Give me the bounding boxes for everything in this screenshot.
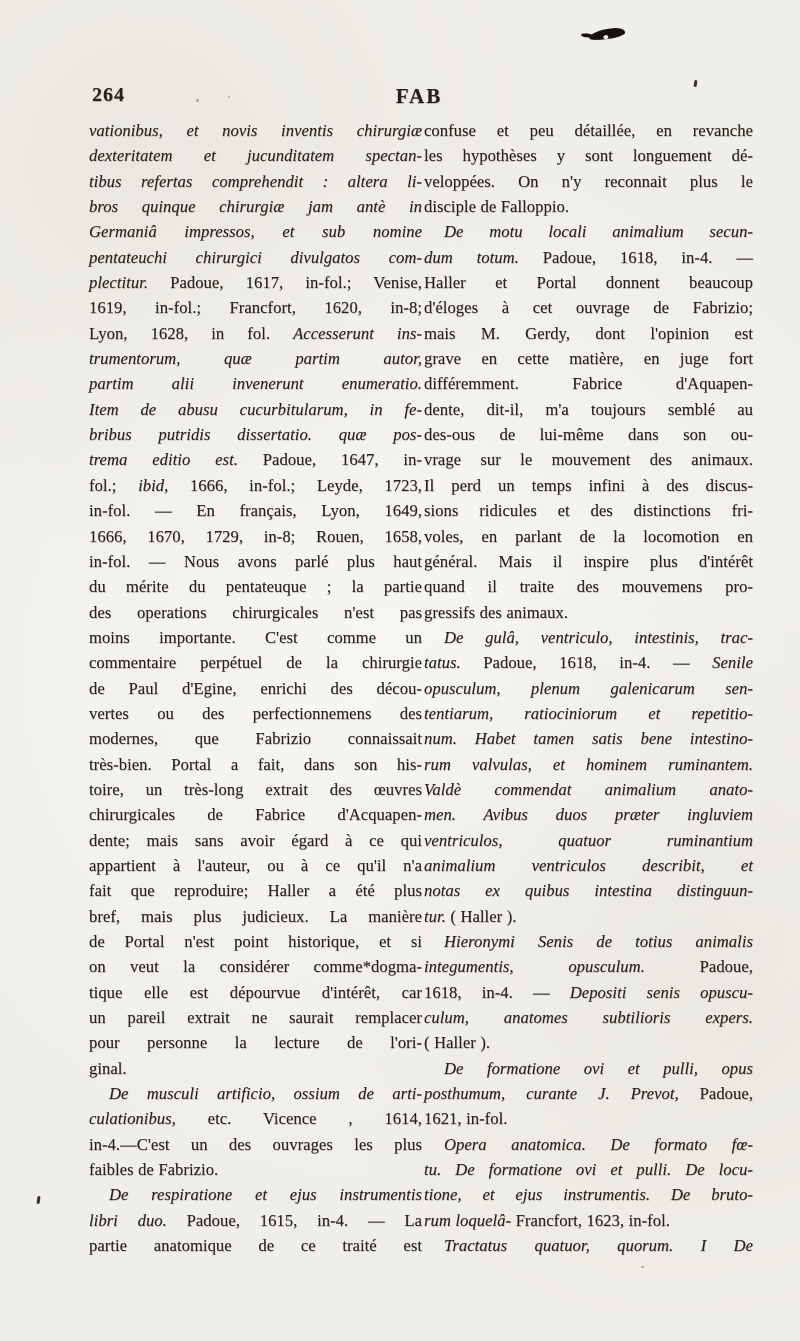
text-line: [89, 929, 422, 954]
latin-title-text: bribus putridis dissertatio. quæ pos-: [89, 425, 422, 445]
latin-title-text: De respiratione et ejus instrumentis: [109, 1185, 422, 1205]
latin-title-text: dexteritatem et jucunditatem spectan-: [89, 146, 422, 166]
text-line: [89, 574, 422, 599]
latin-title-text: Item de abusu cucurbitularum, in fe-: [89, 399, 422, 419]
body-text: dente, dit-il, m'a toujours semblé au: [424, 399, 753, 419]
text-line: [89, 625, 422, 650]
body-text: dente; mais sans avoir égard à ce qui: [89, 830, 422, 850]
text-line: [424, 118, 753, 143]
latin-title-text: vationibus, et novis inventis chirurgiæ: [89, 121, 422, 140]
text-line: [89, 371, 422, 396]
latin-title-text: tentiarum, ratiociniorum et repetitio-: [424, 703, 753, 723]
text-line: [424, 473, 753, 498]
text-line: [89, 1005, 422, 1030]
body-text: des operations chirurgicales n'est pas: [89, 602, 422, 622]
text-line: [424, 143, 753, 168]
latin-title-text: tatus.: [424, 653, 461, 673]
text-line: [424, 701, 753, 726]
body-text: Padoue, 1618, in-4. —: [460, 653, 713, 673]
text-line: [89, 1030, 422, 1055]
body-text: faibles de Fabrizio.: [89, 1160, 219, 1180]
latin-title-text: tibus refertas comprehendit : altera li-: [89, 171, 422, 191]
latin-title-text: tione, et ejus instrumentis. De bruto-: [424, 1185, 753, 1205]
text-line: [424, 676, 753, 701]
latin-title-text: tu. De formatione ovi et pulli. De locu-: [424, 1160, 753, 1180]
text-line: [89, 1056, 422, 1081]
latin-title-text: De motu locali animalium secun-: [444, 222, 753, 242]
body-text: in-fol. — Nous avons parlé plus haut: [89, 551, 422, 571]
text-line: [424, 1182, 753, 1207]
text-line: [89, 802, 422, 827]
body-text: moins importante. C'est comme un: [89, 627, 422, 647]
text-line: [89, 828, 422, 853]
text-line: [424, 1106, 753, 1131]
body-text: vertes ou des perfectionnemens des: [89, 703, 422, 723]
latin-title-text: Germaniâ impressos, et sub nomine: [89, 222, 422, 242]
text-line: [424, 904, 753, 929]
text-line: [89, 219, 422, 244]
body-text: sions ridicules et des distinctions fri-: [424, 501, 753, 521]
body-text: confuse et peu détaillée, en revanche: [424, 121, 753, 140]
text-line: [89, 422, 422, 447]
body-text: gressifs des animaux.: [424, 602, 569, 622]
body-text: 1619, in-fol.; Francfort, 1620, in-8;: [89, 298, 422, 318]
latin-title-text: integumentis, opusculum.: [424, 957, 645, 977]
text-line: [424, 1208, 753, 1233]
latin-title-text: num. Habet tamen satis bene intestino-: [424, 729, 753, 749]
body-text: modernes, que Fabrizio connaissait: [89, 729, 422, 749]
body-text: tique elle est dépourvue d'intérêt, car: [89, 982, 422, 1002]
text-line: [89, 600, 422, 625]
text-line: [89, 954, 422, 979]
text-line: [89, 1208, 422, 1233]
text-line: [424, 295, 753, 320]
text-line: [89, 270, 422, 295]
text-line: [424, 1005, 753, 1030]
text-line: [424, 371, 753, 396]
latin-title-text: Hieronymi Senis de totius animalis: [444, 932, 753, 951]
text-line: [89, 980, 422, 1005]
body-text: fait que reproduire; Haller a été plus: [89, 881, 422, 901]
latin-title-text: Depositi senis opuscu-: [569, 982, 753, 1002]
body-text: de Paul d'Egine, enrichi des décou-: [89, 678, 422, 698]
latin-title-text: trema editio est.: [89, 450, 238, 470]
body-text: vrage sur le mouvement des animaux.: [424, 450, 753, 470]
latin-title-text: dum totum.: [424, 247, 519, 267]
text-line: [89, 1106, 422, 1131]
text-line: [424, 447, 753, 472]
text-line: [424, 321, 753, 346]
text-line: [89, 1132, 422, 1157]
body-text: ginal.: [89, 1058, 127, 1078]
body-text: ( Haller ).: [424, 1033, 491, 1053]
text-line: [424, 498, 753, 523]
text-line: [424, 1056, 753, 1081]
latin-title-text: culationibus,: [89, 1109, 176, 1129]
body-text: commentaire perpétuel de la chirurgie: [89, 653, 422, 673]
text-line: [89, 473, 422, 498]
page-header: [0, 84, 800, 114]
text-line: [424, 1132, 753, 1157]
text-line: [89, 321, 422, 346]
body-text: quand il traite des mouvemens pro-: [424, 577, 753, 597]
text-line: [89, 295, 422, 320]
body-text: Padoue, 1618, in-4. —: [518, 247, 753, 267]
latin-title-text: ibid: [138, 475, 165, 495]
text-line: [89, 1182, 422, 1207]
text-line: [89, 1081, 422, 1106]
body-text: Padoue,: [644, 957, 753, 977]
body-text: Padoue,: [678, 1084, 753, 1104]
body-text: général. Mais il inspire plus d'intérêt: [424, 551, 753, 571]
body-text: 1618, in-4. —: [424, 982, 570, 1002]
body-text: voles, en parlant de la locomotion en: [424, 526, 753, 546]
text-line: [424, 752, 753, 777]
text-line: [89, 447, 422, 472]
text-line: [89, 118, 422, 143]
latin-title-text: opusculum, plenum galenicarum sen-: [424, 678, 753, 698]
latin-title-text: culum, anatomes subtilioris expers.: [424, 1008, 753, 1028]
body-text: les hypothèses y sont longuement dé-: [424, 146, 753, 166]
text-line: [424, 954, 753, 979]
text-line: [424, 574, 753, 599]
text-line: [89, 650, 422, 675]
body-text: veloppées. On n'y reconnait plus le: [424, 171, 753, 191]
text-line: [424, 853, 753, 878]
text-line: [424, 549, 753, 574]
text-line: [424, 245, 753, 270]
latin-title-text: Opera anatomica. De formato fœ-: [444, 1134, 753, 1154]
text-line: [89, 143, 422, 168]
body-text: des-ous de lui-même dans son ou-: [424, 425, 753, 445]
latin-title-text: pentateuchi chirurgici divulgatos com-: [89, 247, 422, 267]
text-line: [424, 524, 753, 549]
body-text: Il perd un temps infini à des discus-: [424, 475, 753, 495]
body-text: un pareil extrait ne saurait remplacer: [89, 1008, 422, 1028]
text-line: [424, 650, 753, 675]
text-line: [424, 270, 753, 295]
body-text: 1666, 1670, 1729, in-8; Rouen, 1658,: [89, 526, 422, 546]
latin-title-text: De musculi artificio, ossium de arti-: [109, 1084, 422, 1104]
body-text: toire, un très-long extrait des œuvres: [89, 779, 422, 799]
text-line: [424, 346, 753, 371]
text-line: [89, 1233, 422, 1258]
body-text: Padoue, 1617, in-fol.; Venise,: [148, 273, 422, 293]
body-text: fol.;: [89, 475, 139, 495]
text-line: [89, 676, 422, 701]
text-line: [424, 878, 753, 903]
body-text: bref, mais plus judicieux. La manière: [89, 906, 422, 926]
text-line: [424, 1233, 753, 1258]
text-line: [89, 1157, 422, 1182]
body-text: etc. Vicence , 1614,: [175, 1109, 422, 1129]
body-text: différemment. Fabrice d'Aquapen-: [424, 374, 753, 394]
body-text: partie anatomique de ce traité est: [89, 1236, 422, 1256]
text-line: [89, 878, 422, 903]
body-text: Padoue, 1615, in-4. — La: [166, 1210, 422, 1230]
body-text: du mérite du pentateuque ; la partie: [89, 577, 422, 597]
latin-title-text: tur.: [424, 906, 446, 926]
latin-title-text: rum valvulas, et hominem ruminantem.: [424, 754, 753, 774]
latin-title-text: partim alii invenerunt enumeratio.: [89, 374, 422, 394]
body-text: , 1666, in-fol.; Leyde, 1723,: [164, 475, 422, 495]
text-line: [89, 777, 422, 802]
text-line: [424, 802, 753, 827]
text-line: [424, 169, 753, 194]
text-line: [89, 346, 422, 371]
text-line: [424, 1157, 753, 1182]
body-text: très-bien. Portal a fait, dans son his-: [89, 754, 422, 774]
page-number: 264: [92, 84, 125, 106]
body-text: Haller et Portal donnent beaucoup: [424, 273, 753, 293]
latin-title-text: De gulâ, ventriculo, intestinis, trac-: [444, 627, 753, 647]
body-text: Francfort, 1623, in-fol.: [511, 1210, 670, 1230]
text-line: [424, 397, 753, 422]
latin-title-text: plectitur.: [89, 273, 149, 293]
text-line: [89, 245, 422, 270]
text-line: [89, 752, 422, 777]
text-line: [89, 498, 422, 523]
text-line: [89, 549, 422, 574]
latin-title-text: animalium ventriculos describit, et: [424, 855, 753, 875]
latin-title-text: posthumum, curante J. Prevot,: [424, 1084, 679, 1104]
running-title: FAB: [395, 84, 443, 108]
text-line: [89, 524, 422, 549]
text-line: [424, 777, 753, 802]
text-line: [89, 904, 422, 929]
body-text: appartient à l'auteur, ou à ce qu'il n'a: [89, 855, 422, 875]
text-column-right: [424, 118, 753, 1258]
text-line: [424, 929, 753, 954]
latin-title-text: libri duo.: [89, 1210, 167, 1230]
text-line: [89, 726, 422, 751]
text-line: [424, 726, 753, 751]
text-line: [424, 1030, 753, 1055]
body-text: Padoue, 1647, in-: [237, 450, 422, 470]
body-text: pour personne la lecture de l'ori-: [89, 1033, 422, 1053]
latin-title-text: men. Avibus duos præter ingluviem: [424, 805, 753, 825]
body-text: 1621, in-fol.: [424, 1109, 508, 1129]
text-line: [424, 828, 753, 853]
latin-title-text: notas ex quibus intestina distinguun-: [424, 881, 753, 901]
latin-title-text: Senile: [712, 653, 753, 673]
text-line: [89, 853, 422, 878]
text-line: [424, 600, 753, 625]
body-text: in-fol. — En français, Lyon, 1649,: [89, 501, 422, 521]
body-text: Lyon, 1628, in fol.: [89, 323, 294, 343]
text-line: [89, 169, 422, 194]
text-line: [424, 625, 753, 650]
text-column-left: [89, 118, 422, 1258]
latin-title-text: De formatione ovi et pulli, opus: [444, 1058, 753, 1078]
text-line: [424, 194, 753, 219]
latin-title-text: Tractatus quatuor, quorum. I De: [444, 1236, 753, 1256]
body-text: d'éloges à cet ouvrage de Fabrizio;: [424, 298, 753, 318]
text-line: [424, 980, 753, 1005]
text-line: [89, 701, 422, 726]
body-text: disciple de Falloppio.: [424, 197, 570, 217]
text-line: [424, 1081, 753, 1106]
paper-speck: [641, 1266, 644, 1268]
text-line: [424, 219, 753, 244]
latin-title-text: bros quinque chirurgiæ jam antè in: [89, 197, 422, 217]
body-text: ( Haller ).: [445, 906, 517, 926]
stray-ink-mark: [36, 1196, 40, 1204]
latin-title-text: Accesserunt ins-: [293, 323, 422, 343]
body-text: on veut la considérer comme*dogma-: [89, 957, 422, 977]
text-line: [424, 422, 753, 447]
body-text: chirurgicales de Fabrice d'Acquapen-: [89, 805, 422, 825]
latin-title-text: rum loquelâ-: [424, 1210, 512, 1230]
text-line: [89, 194, 422, 219]
body-text: de Portal n'est point historique, et si: [89, 932, 422, 951]
body-text: grave en cette matière, en juge fort: [424, 349, 753, 369]
body-text: in-4.—C'est un des ouvrages les plus: [89, 1134, 422, 1154]
ink-smudge: [589, 27, 626, 41]
latin-title-text: Valdè commendat animalium anato-: [424, 779, 753, 799]
latin-title-text: ventriculos, quatuor ruminantium: [424, 830, 753, 850]
latin-title-text: trumentorum, quæ partim autor,: [89, 349, 422, 369]
body-text: mais M. Gerdy, dont l'opinion est: [424, 323, 753, 343]
text-line: [89, 397, 422, 422]
